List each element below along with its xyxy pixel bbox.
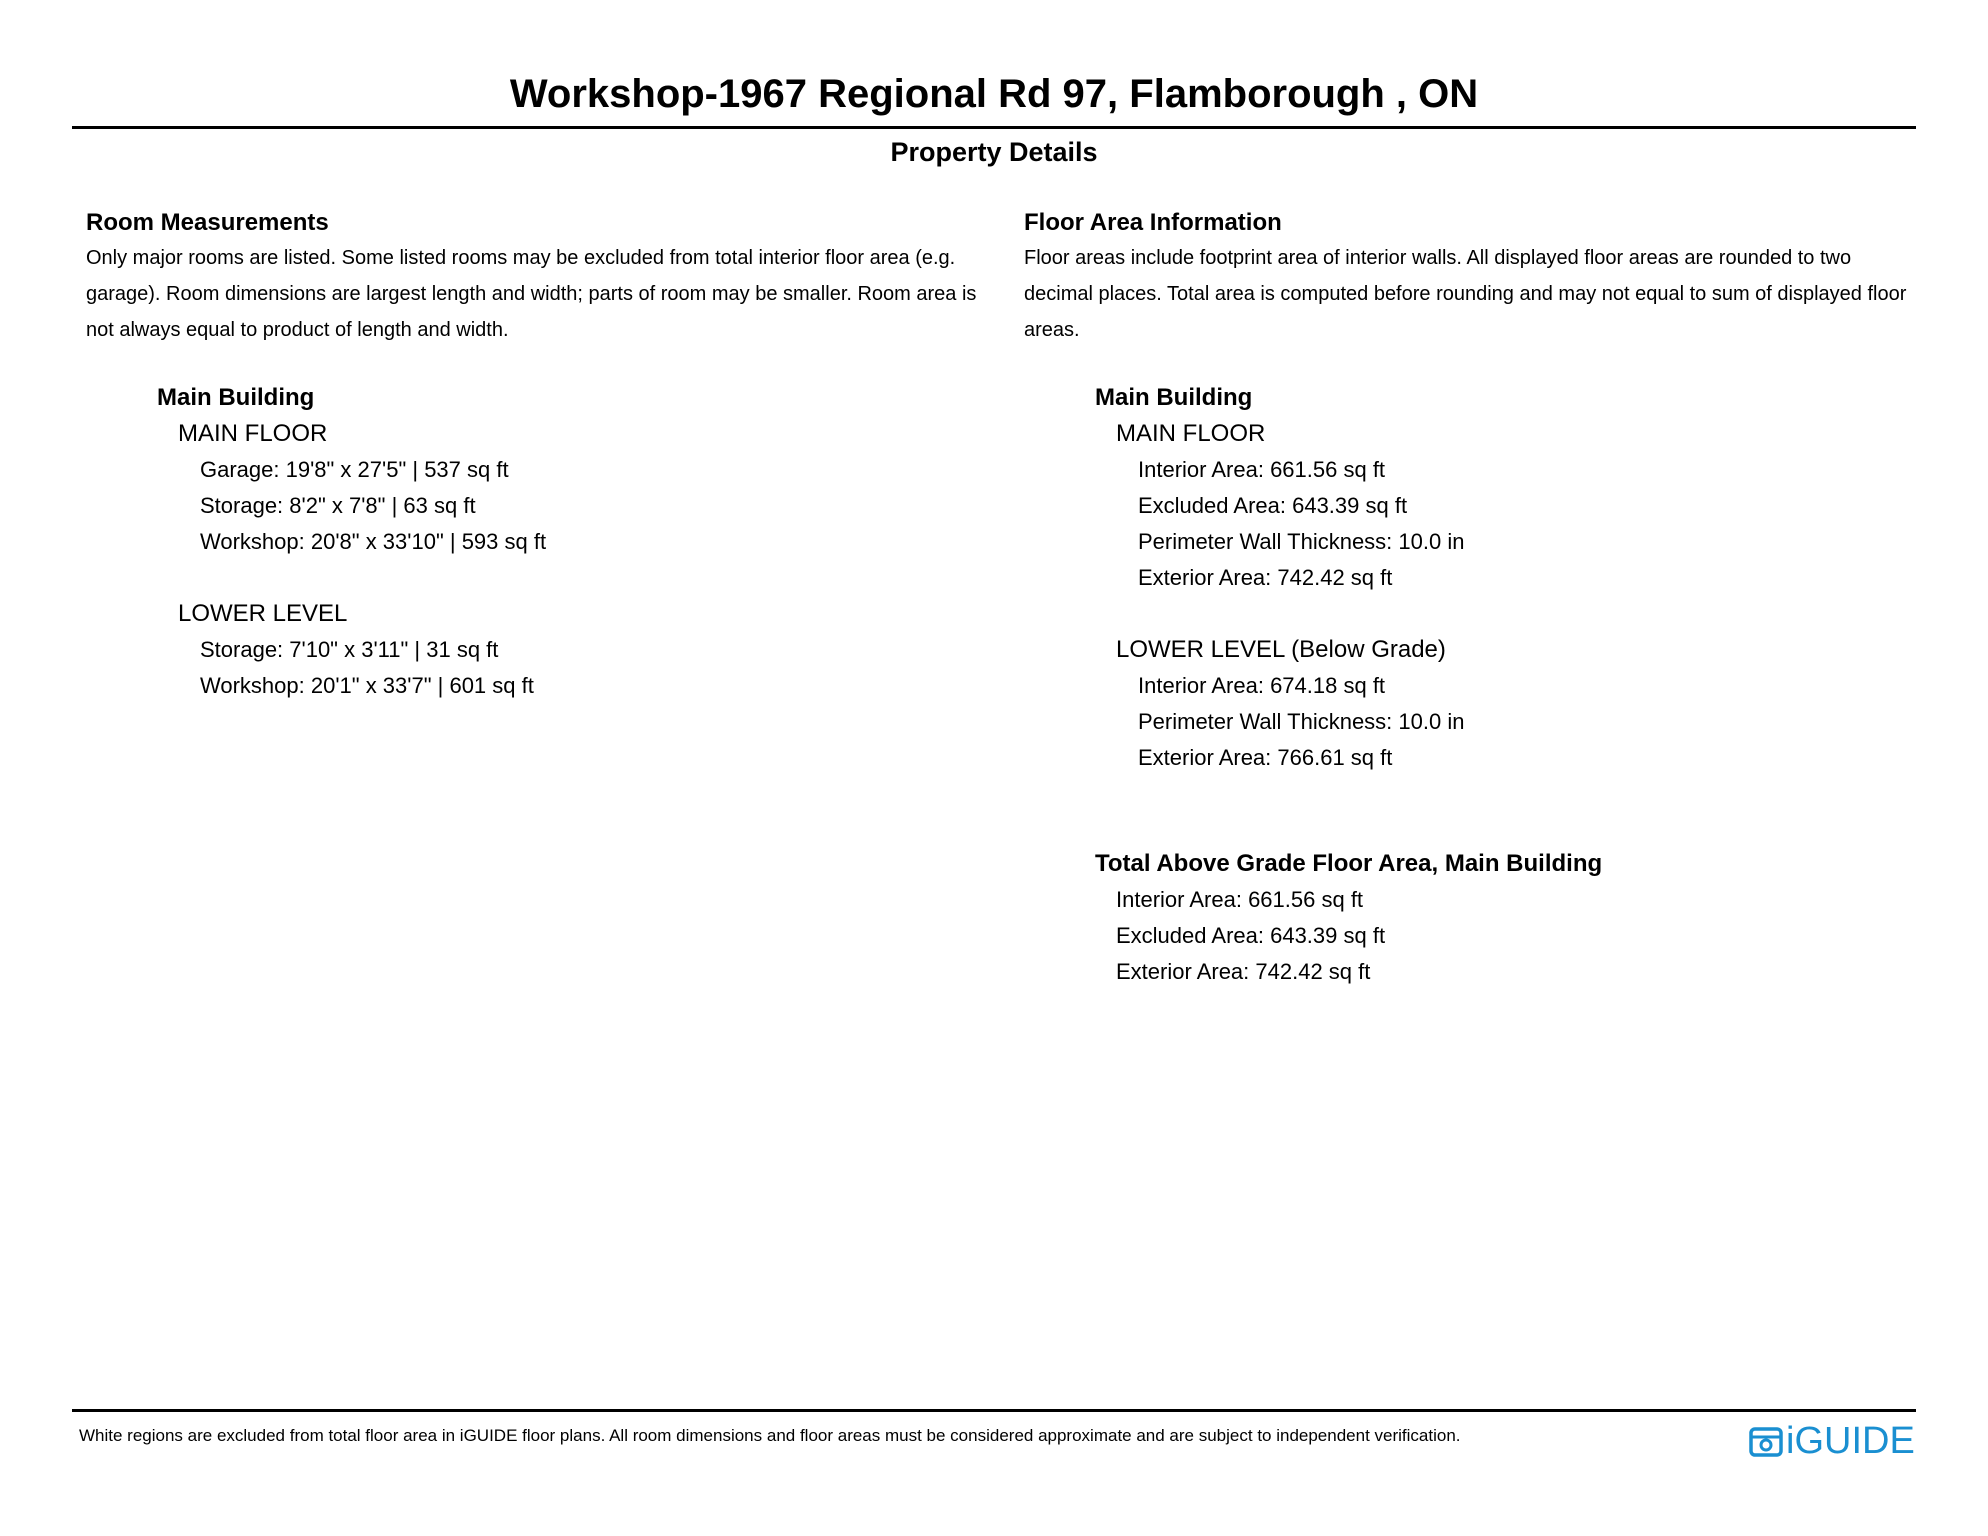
room-floor-title: MAIN FLOOR [178,420,328,447]
area-item: Perimeter Wall Thickness: 10.0 in [1138,529,1465,554]
area-item: Interior Area: 661.56 sq ft [1138,457,1386,482]
total-area-block [1095,846,1924,990]
room-floor-lower [178,596,986,704]
floor-area-description: Floor areas include footprint area of interior walls. All displayed floor areas are rounded to two decimal places. Total area is computed before rounding and may not equal to sum of displayed floor areas. [1024,247,1907,341]
total-area-item: Excluded Area: 643.39 sq ft [1116,923,1386,948]
page-subtitle: Property Details [890,137,1098,167]
room-measurements-heading: Room Measurements [86,209,329,236]
room-item: Garage: 19'8" x 27'5" | 537 sq ft [200,457,509,482]
area-floor-main [1116,416,1924,596]
room-floor-title: LOWER LEVEL [178,600,348,627]
room-measurements-section [86,206,986,704]
room-item: Storage: 7'10" x 3'11" | 31 sq ft [200,637,499,662]
room-building-title: Main Building [157,384,315,411]
iguide-logo [1748,1418,1915,1464]
total-area-heading: Total Above Grade Floor Area, Main Building [1095,850,1603,877]
floor-area-heading: Floor Area Information [1024,209,1282,236]
area-item: Excluded Area: 643.39 sq ft [1138,493,1408,518]
footer-divider [72,1409,1916,1412]
total-area-item: Exterior Area: 742.42 sq ft [1116,959,1371,984]
total-area-item: Interior Area: 661.56 sq ft [1116,887,1364,912]
area-floor-title: MAIN FLOOR [1116,420,1266,447]
iguide-camera-icon [1748,1423,1784,1459]
floor-area-section [1024,206,1924,990]
room-item: Storage: 8'2" x 7'8" | 63 sq ft [200,493,476,518]
room-item: Workshop: 20'8" x 33'10" | 593 sq ft [200,529,547,554]
area-item: Exterior Area: 766.61 sq ft [1138,745,1393,770]
area-floor-lower [1116,632,1924,776]
room-floor-main [178,416,986,560]
room-building-block [157,380,986,704]
area-floor-title: LOWER LEVEL (Below Grade) [1116,636,1446,663]
area-item: Exterior Area: 742.42 sq ft [1138,565,1393,590]
room-measurements-description: Only major rooms are listed. Some listed rooms may be excluded from total interior floor area (e.g. garage). Room dimensions are largest length and width; parts of room may be smaller. Room area is not always equal to product of length and width. [86,247,977,341]
area-item: Perimeter Wall Thickness: 10.0 in [1138,709,1465,734]
area-building-title: Main Building [1095,384,1253,411]
area-item: Interior Area: 674.18 sq ft [1138,673,1386,698]
footer-disclaimer: White regions are excluded from total floor area in iGUIDE floor plans. All room dimensions and floor areas must be considered approximate and are subject to independent verification. [79,1426,1461,1445]
header-divider [72,126,1916,129]
area-building-block [1095,380,1924,776]
iguide-logo-text: iGUIDE [1786,1420,1915,1462]
page-title: Workshop-1967 Regional Rd 97, Flamborough , ON [509,72,1479,116]
room-item: Workshop: 20'1" x 33'7" | 601 sq ft [200,673,534,698]
